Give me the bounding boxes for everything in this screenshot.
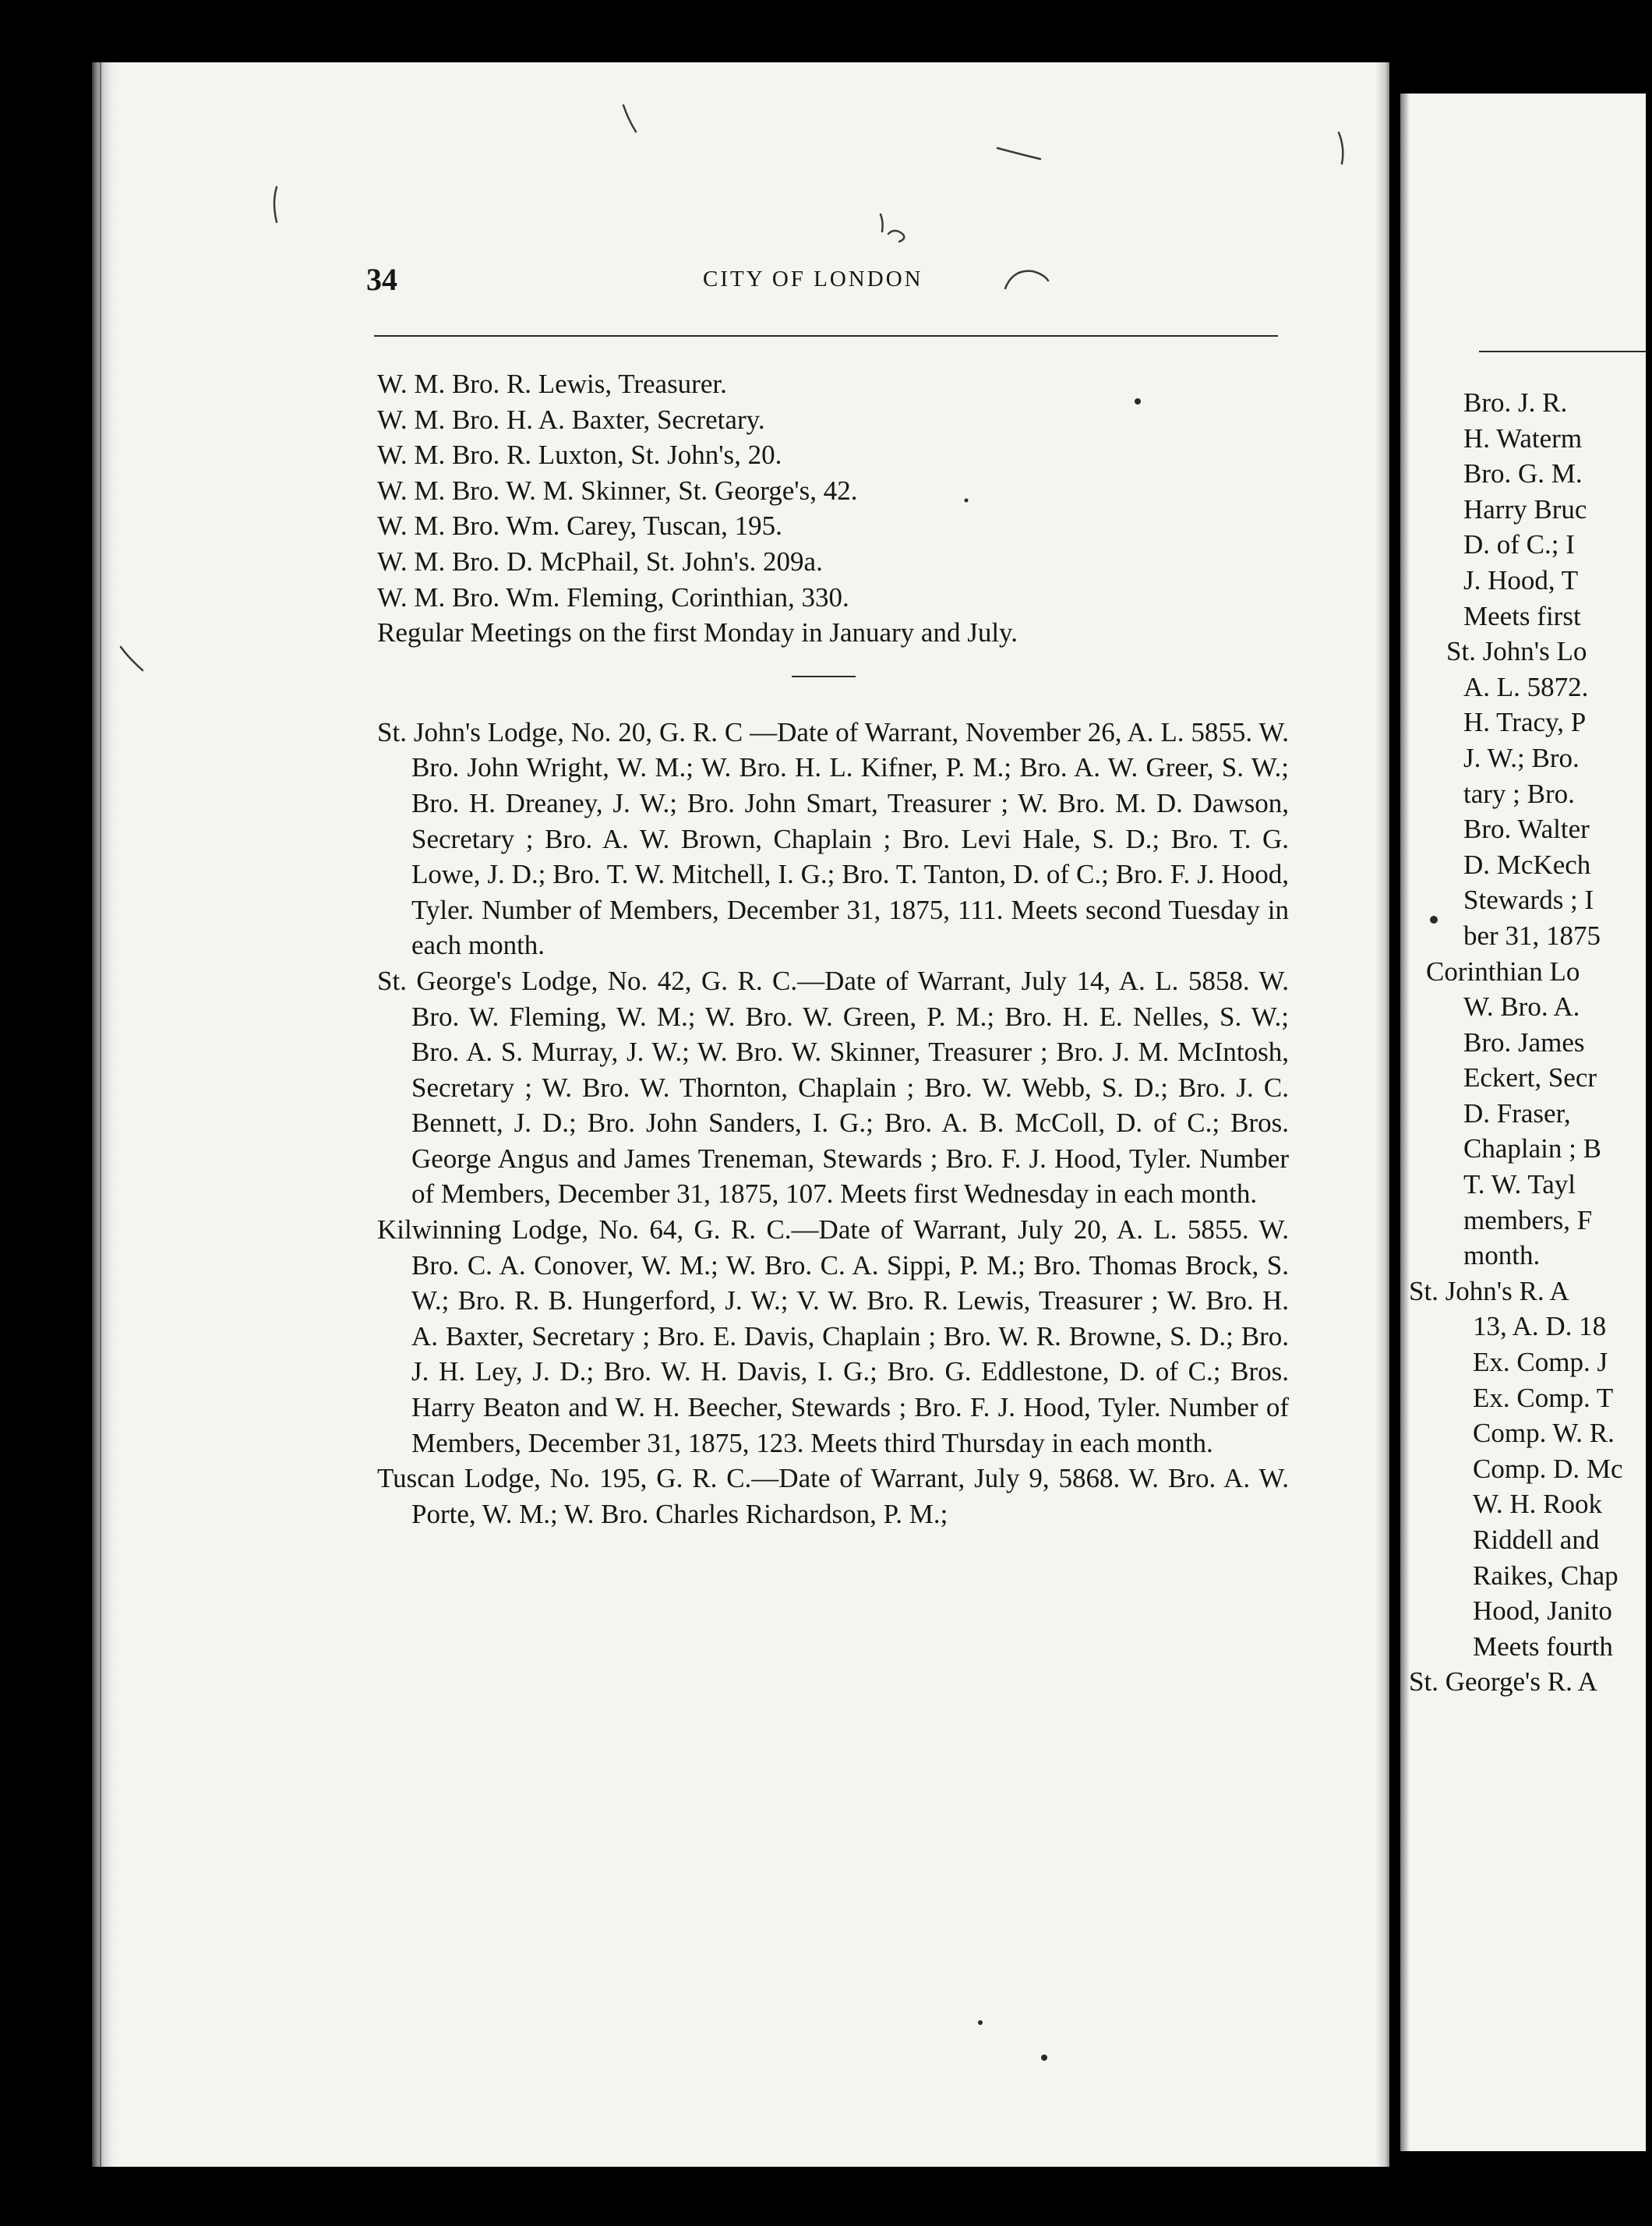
facing-line: Harry Bruc (1463, 493, 1587, 525)
facing-line: J. Hood, T (1463, 564, 1579, 595)
facing-line: H. Waterm (1463, 422, 1583, 454)
meetings-note: Regular Meetings on the first Monday in January and July. (377, 617, 1018, 648)
lodge-entry-st-georges: St. George's Lodge, No. 42, G. R. C.—Date of Warrant, July 14, A. L. 5858. W. Bro. W. Fleming, W. M.; W. Bro. W. Green, P. M.; Bro. H. E. Nelles, S. W.; Bro. A. S. Murray, J. W.; W. Bro. W. Skinner, Treasurer ; Bro. J. M. McIntosh, Secretary ; W. Bro. W. Thornton, Chaplain ; Bro. W. Webb, S. D.; Bro. J. C. Bennett, J. D.; Bro. John Sanders, I. G.; Bro. A. B. McColl, D. of C.; Bros. George Angus and James Treneman, Stewards ; Bro. F. J. Hood, Tyler. Number of Members, December 31, 1875, 107. Meets first Wednesday in each month. (377, 965, 1289, 1210)
book-gutter (92, 62, 118, 2167)
facing-line: D. Fraser, (1463, 1097, 1571, 1129)
lodge-entry-kilwinning: Kilwinning Lodge, No. 64, G. R. C.—Date of Warrant, July 20, A. L. 5855. W. Bro. C. A. Conover, W. M.; W. Bro. C. A. Sippi, P. M.; Bro. Thomas Brock, S. W.; Bro. R. B. Hungerford, J. W.; V. W. Bro. R. Lewis, Treasurer ; W. Bro. H. A. Baxter, Secretary ; Bro. E. Davis, Chaplain ; Bro. W. R. Browne, S. D.; Bro. J. H. Ley, J. D.; Bro. W. H. Davis, I. G.; Bro. G. Eddlestone, D. of C.; Bros. Harry Beaton and W. H. Beecher, Stewards ; Bro. F. J. Hood, Tyler. Number of Members, December 31, 1875, 123. Meets third Thursday in each month. (377, 1214, 1289, 1458)
running-title: CITY OF LONDON (703, 267, 923, 292)
facing-line: Bro. James (1463, 1026, 1585, 1058)
facing-line: Meets fourth (1473, 1631, 1613, 1662)
facing-line: J. W.; Bro. (1463, 742, 1580, 773)
officer-line: W. M. Bro. W. M. Skinner, St. George's, 42. (377, 475, 858, 506)
facing-line: Comp. D. Mc (1473, 1453, 1623, 1484)
officer-line: W. M. Bro. D. McPhail, St. John's. 209a. (377, 546, 823, 577)
facing-line: Hood, Janito (1473, 1595, 1612, 1627)
facing-line: W. H. Rook (1473, 1489, 1602, 1520)
main-text-column (377, 366, 1289, 1532)
facing-header-rule (1479, 351, 1646, 352)
facing-line: St. John's R. A (1409, 1275, 1569, 1306)
facing-line: Corinthian Lo (1426, 956, 1580, 987)
page-number: 34 (366, 262, 397, 297)
officer-line: W. M. Bro. R. Lewis, Treasurer. (377, 369, 727, 399)
officer-line: W. M. Bro. Wm. Fleming, Corinthian, 330. (377, 581, 849, 613)
facing-line: Bro. J. R. (1463, 387, 1568, 418)
facing-line: St. John's Lo (1446, 636, 1587, 667)
facing-line: 13, A. D. 18 (1473, 1311, 1607, 1342)
facing-line: Meets first (1463, 600, 1581, 631)
facing-line: members, F (1463, 1204, 1593, 1235)
facing-line: Eckert, Secr (1463, 1062, 1597, 1094)
facing-line: A. L. 5872. (1463, 671, 1589, 702)
lodge-entry-tuscan: Tuscan Lodge, No. 195, G. R. C.—Date of Warrant, July 9, 5868. W. Bro. A. W. Porte, W. M.; W. Bro. Charles Richardson, P. M.; (377, 1463, 1289, 1529)
facing-line: St. George's R. A (1409, 1666, 1597, 1698)
facing-line: Comp. W. R. (1473, 1418, 1615, 1449)
facing-line: Stewards ; I (1463, 885, 1594, 916)
facing-line: Raikes, Chap (1473, 1560, 1618, 1591)
facing-line: Ex. Comp. T (1473, 1382, 1614, 1413)
facing-page-text (1409, 385, 1652, 1700)
facing-line: ber 31, 1875 (1463, 920, 1601, 951)
facing-line: D. of C.; I (1463, 529, 1575, 560)
right-page-edge-shadow (1400, 94, 1410, 2151)
page-edge-shadow (1375, 62, 1389, 2167)
header-rule (374, 335, 1278, 337)
section-divider (792, 676, 856, 677)
facing-line: Riddell and (1473, 1525, 1600, 1555)
facing-line: Bro. G. M. (1463, 458, 1583, 489)
facing-line: Chaplain ; B (1463, 1133, 1601, 1164)
facing-line: month. (1463, 1240, 1541, 1271)
officer-line: W. M. Bro. H. A. Baxter, Secretary. (377, 404, 765, 435)
facing-line: T. W. Tayl (1463, 1169, 1576, 1200)
officer-line: W. M. Bro. Wm. Carey, Tuscan, 195. (377, 511, 782, 542)
running-head (0, 261, 1646, 300)
facing-line: Bro. Walter (1463, 814, 1590, 845)
facing-line: W. Bro. A. (1463, 991, 1580, 1023)
facing-line: Ex. Comp. J (1473, 1347, 1608, 1378)
facing-line: tary ; Bro. (1463, 778, 1575, 809)
facing-line: D. McKech (1463, 849, 1591, 880)
facing-line: H. Tracy, P (1463, 707, 1587, 738)
officer-line: W. M. Bro. R. Luxton, St. John's, 20. (377, 440, 782, 471)
lodge-entry-st-johns: St. John's Lodge, No. 20, G. R. C —Date of Warrant, November 26, A. L. 5855. W. Bro. John Wright, W. M.; W. Bro. H. L. Kifner, P. M.; Bro. A. W. Greer, S. W.; Bro. H. Dreaney, J. W.; Bro. John Smart, Treasurer ; W. Bro. M. D. Dawson, Secretary ; Bro. A. W. Brown, Chaplain ; Bro. Levi Hale, S. D.; Bro. T. G. Lowe, J. D.; Bro. T. W. Mitchell, I. G.; Bro. T. Tanton, D. of C.; Bro. F. J. Hood, Tyler. Number of Members, December 31, 1875, 111. Meets second Tuesday in each month. (377, 716, 1289, 961)
